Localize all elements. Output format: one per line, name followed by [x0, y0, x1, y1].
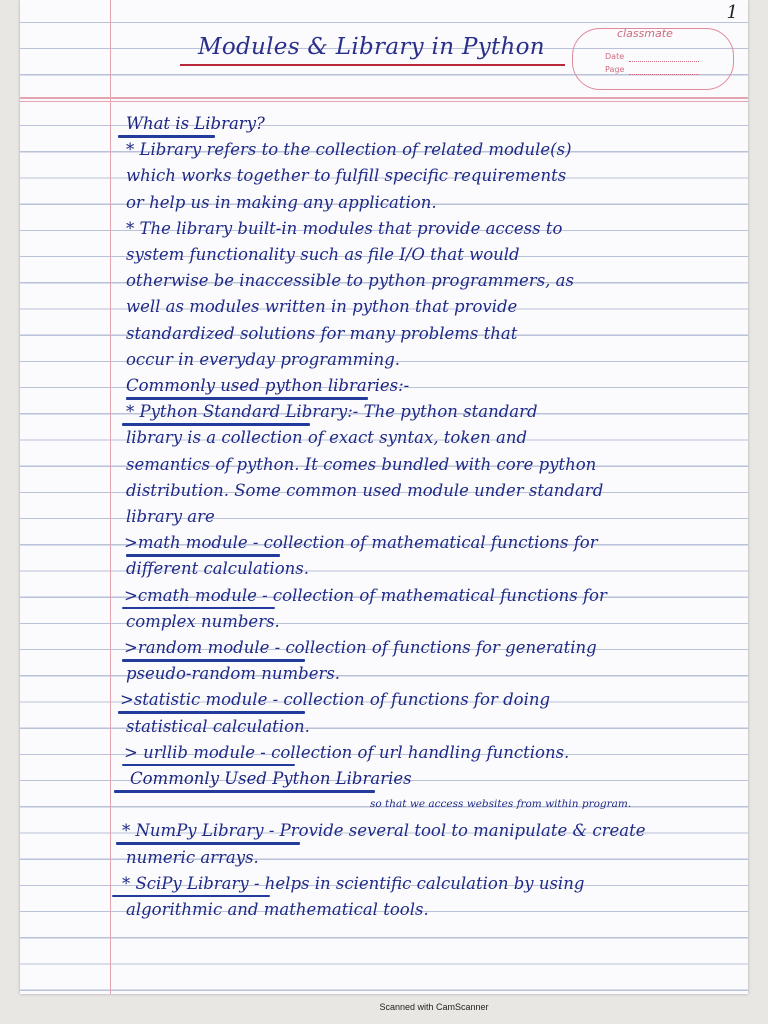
- text-line: Commonly used python libraries:-: [126, 376, 410, 395]
- text-line: * SciPy Library - helps in scientific calculation by using: [122, 873, 585, 893]
- text-line: complex numbers.: [126, 611, 280, 631]
- text-underline: [122, 659, 305, 662]
- margin-line: [110, 0, 111, 994]
- text-line: semantics of python. It comes bundled with core python: [126, 454, 597, 474]
- text-line: or help us in making any application.: [126, 192, 437, 212]
- text-line: distribution. Some common used module under standard: [126, 480, 604, 500]
- text-line: occur in everyday programming.: [126, 349, 401, 369]
- text-line: * Python Standard Library:- The python standard: [126, 402, 538, 422]
- text-line: >cmath module - collection of mathematical functions for: [124, 585, 607, 605]
- text-underline: [126, 554, 280, 557]
- text-line: library are: [126, 507, 215, 526]
- page-title: Modules & Library in Python: [198, 34, 545, 60]
- text-line: library is a collection of exact syntax, token and: [126, 428, 528, 448]
- stamp-date-line: [629, 61, 699, 62]
- text-line: * Library refers to the collection of related module(s): [126, 140, 572, 160]
- text-line: * NumPy Library - Provide several tool to manipulate & create: [122, 821, 646, 841]
- text-line: algorithmic and mathematical tools.: [126, 900, 429, 919]
- header-rule-secondary: [20, 101, 748, 102]
- text-underline: [112, 895, 270, 898]
- text-line: well as modules written in python that provide: [126, 297, 518, 317]
- text-line: otherwise be inaccessible to python programmers, as: [126, 271, 574, 291]
- text-line: system functionality such as file I/O that would: [126, 245, 520, 264]
- text-underline: [122, 607, 275, 610]
- text-underline: [126, 397, 368, 400]
- text-underline: [122, 764, 295, 767]
- title-underline: [180, 64, 565, 66]
- classmate-stamp: [572, 28, 734, 90]
- text-line: which works together to fulfill specific requirements: [126, 166, 567, 186]
- text-underline: [118, 135, 215, 138]
- text-line: numeric arrays.: [126, 847, 259, 867]
- text-underline: [114, 790, 375, 793]
- text-line: > urllib module - collection of url handling functions.: [124, 742, 570, 762]
- text-underline: [116, 842, 300, 845]
- text-line: >random module - collection of functions for generating: [124, 638, 597, 657]
- text-line: statistical calculation.: [126, 716, 310, 736]
- side-note: so that we access websites from within program.: [370, 798, 632, 810]
- text-underline: [118, 711, 305, 714]
- notebook-page: [20, 0, 748, 994]
- text-line: >math module - collection of mathematical functions for: [124, 533, 598, 553]
- stamp-page-label: Page: [605, 65, 625, 74]
- text-line: * The library built-in modules that provide access to: [126, 218, 563, 238]
- page-number: 1: [726, 2, 738, 23]
- stamp-brand: classmate: [617, 27, 673, 40]
- text-line: different calculations.: [126, 559, 309, 579]
- text-line: pseudo-random numbers.: [126, 664, 341, 684]
- text-line: standardized solutions for many problems that: [126, 323, 518, 343]
- text-line: >statistic module - collection of functions for doing: [120, 690, 551, 710]
- stamp-page-line: [629, 74, 699, 75]
- stamp-date-label: Date: [605, 52, 625, 61]
- header-rule: [20, 97, 748, 99]
- text-line: Commonly Used Python Libraries: [130, 769, 412, 788]
- text-line: What is Library?: [126, 114, 265, 133]
- scanner-footer: Scanned with CamScanner: [379, 1002, 489, 1012]
- text-underline: [122, 423, 310, 426]
